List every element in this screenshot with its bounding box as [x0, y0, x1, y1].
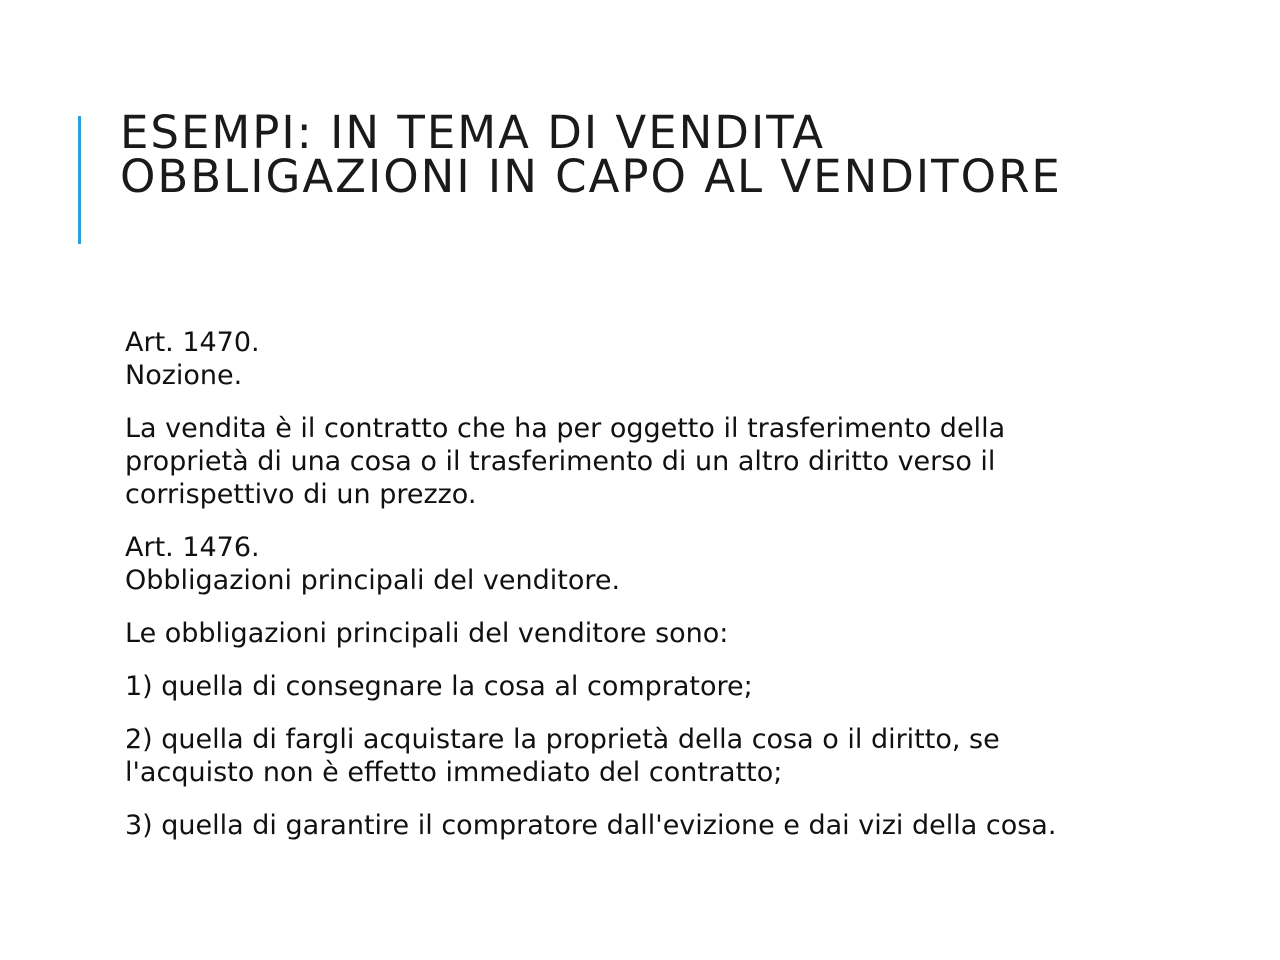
obligation-item-3: 3) quella di garantire il compratore dall'evizione e dai vizi della cosa. [125, 810, 1057, 841]
obligation-item-2: 2) quella di fargli acquistare la proprietà della cosa o il diritto, se l'acquisto non è effetto immediato del contratto; [125, 724, 1000, 788]
article-1470-heading: Nozione. [125, 360, 243, 391]
article-1470-text: La vendita è il contratto che ha per oggetto il trasferimento della proprietà di una cosa o il trasferimento di un altro diritto verso il corrispettivo di un prezzo. [125, 413, 1006, 510]
article-1470-number: Art. 1470. [125, 327, 260, 358]
article-1476-header [125, 531, 1125, 597]
slide-title [120, 106, 1240, 203]
obligations-intro: Le obbligazioni principali del venditore sono: [125, 618, 729, 649]
article-1476-number: Art. 1476. [125, 532, 260, 563]
obligation-item-1: 1) quella di consegnare la cosa al compratore; [125, 671, 753, 702]
title-accent-bar [78, 116, 81, 244]
slide-title-line-1: ESEMPI: IN TEMA DI VENDITA [120, 106, 826, 159]
slide-body [125, 326, 1125, 862]
article-1476-heading: Obbligazioni principali del venditore. [125, 565, 621, 596]
article-1470-header [125, 326, 1125, 392]
slide-title-line-2: OBBLIGAZIONI IN CAPO AL VENDITORE [120, 150, 1062, 203]
